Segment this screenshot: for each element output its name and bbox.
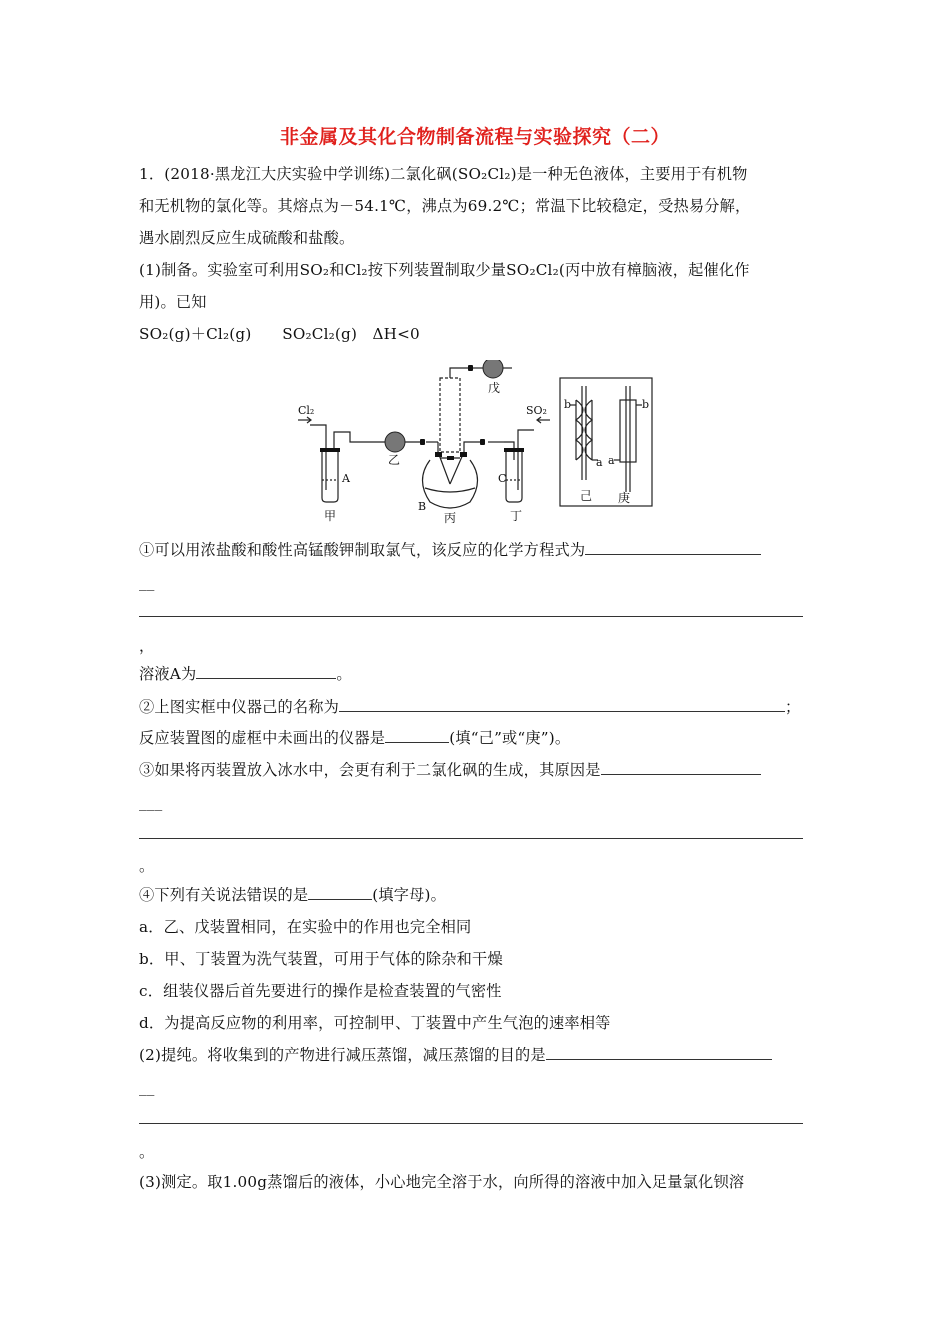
answer-blank-part-2[interactable]	[546, 1045, 772, 1060]
reaction-equation: SO₂(g)＋Cl₂(g) SO₂Cl₂(g) ΔH<0	[139, 325, 420, 343]
so2-label: SO₂	[526, 404, 547, 417]
answer-blank-3[interactable]	[601, 760, 761, 775]
label-yi: 乙	[388, 453, 401, 467]
sub-question-1: ①可以用浓盐酸和酸性高锰酸钾制取氯气，该反应的化学方程式为	[139, 540, 761, 560]
port-a-ji: a	[596, 456, 603, 469]
option-b: b．甲、丁装置为洗气装置，可用于气体的除杂和干燥	[139, 950, 503, 968]
label-bing: 丙	[444, 511, 457, 525]
sub-question-1-comma: ，	[139, 637, 155, 655]
solid-frame	[560, 378, 652, 506]
part-2-end: 。	[139, 1143, 155, 1161]
sub-question-3-end: 。	[139, 857, 155, 875]
question-1-line-1: 1．(2018·黑龙江大庆实验中学训练)二氯化砜(SO₂Cl₂)是一种无色液体，主要用于有机物	[139, 165, 748, 183]
label-wu: 戊	[488, 381, 501, 395]
part-2: (2)提纯。将收集到的产物进行减压蒸馏，减压蒸馏的目的是	[139, 1045, 772, 1065]
c-label: C	[498, 472, 507, 485]
a-solution-label: A	[342, 472, 350, 485]
label-geng: 庚	[618, 491, 631, 505]
part-3: (3)测定。取1.00g蒸馏后的液体，小心地完全溶于水，向所得的溶液中加入足量氯化钡溶	[139, 1173, 745, 1191]
port-a-geng: a	[608, 454, 615, 467]
answer-blank-solution-a[interactable]	[196, 664, 336, 679]
dashed-box	[440, 378, 460, 452]
label-jia: 甲	[324, 509, 337, 523]
apparatus-figure	[290, 360, 660, 525]
question-1-line-2: 和无机物的氯化等。其熔点为－54.1℃，沸点为69.2℃；常温下比较稳定，受热易分解，	[139, 197, 751, 215]
bottle-jia	[322, 452, 338, 502]
answer-blank-2[interactable]	[339, 697, 785, 712]
part-1-line-2: 用)。已知	[139, 293, 207, 311]
port-b-geng: b	[642, 398, 650, 411]
sub-question-3-cont: ___	[139, 793, 163, 811]
b-label: B	[418, 500, 427, 513]
sub-question-1-cont: __	[139, 573, 155, 591]
answer-blank-1[interactable]	[585, 540, 761, 555]
sub-question-4: ④下列有关说法错误的是 (填字母)。	[139, 886, 447, 904]
answer-line-part-2[interactable]	[139, 1123, 803, 1124]
cl2-label: Cl₂	[298, 404, 315, 417]
option-c: c．组装仪器后首先要进行的操作是检查装置的气密性	[139, 982, 502, 1000]
answer-line-3[interactable]	[139, 838, 803, 839]
part-1-line-1: (1)制备。实验室可利用SO₂和Cl₂按下列装置制取少量SO₂Cl₂(丙中放有樟脑液，起催化作	[139, 261, 750, 279]
answer-blank-4[interactable]	[308, 885, 372, 900]
port-b-ji: b	[564, 398, 572, 411]
drying-bulb-wu	[483, 360, 503, 378]
solution-a-line: 溶液A为 。	[139, 665, 352, 683]
label-ding: 丁	[510, 509, 523, 523]
sub-question-2-line-2: 反应装置图的虚框中未画出的仪器是 (填“己”或“庚”)。	[139, 729, 571, 747]
option-d: d．为提高反应物的利用率，可控制甲、丁装置中产生气泡的速率相等	[139, 1014, 611, 1032]
condenser-geng	[620, 400, 636, 462]
sub-question-2: ②上图实框中仪器己的名称为 ；	[139, 698, 801, 716]
page-title: 非金属及其化合物制备流程与实验探究（二）	[279, 126, 670, 148]
question-1-line-3: 遇水剧烈反应生成硫酸和盐酸。	[139, 229, 355, 247]
option-a: a．乙、戊装置相同，在实验中的作用也完全相同	[139, 918, 472, 936]
answer-blank-2b[interactable]	[385, 728, 449, 743]
answer-line-1[interactable]	[139, 616, 803, 617]
drying-bulb-yi	[385, 432, 405, 452]
part-2-cont: __	[139, 1078, 155, 1096]
label-ji: 己	[580, 489, 593, 503]
sub-question-3: ③如果将丙装置放入冰水中，会更有利于二氯化砜的生成，其原因是	[139, 760, 761, 780]
